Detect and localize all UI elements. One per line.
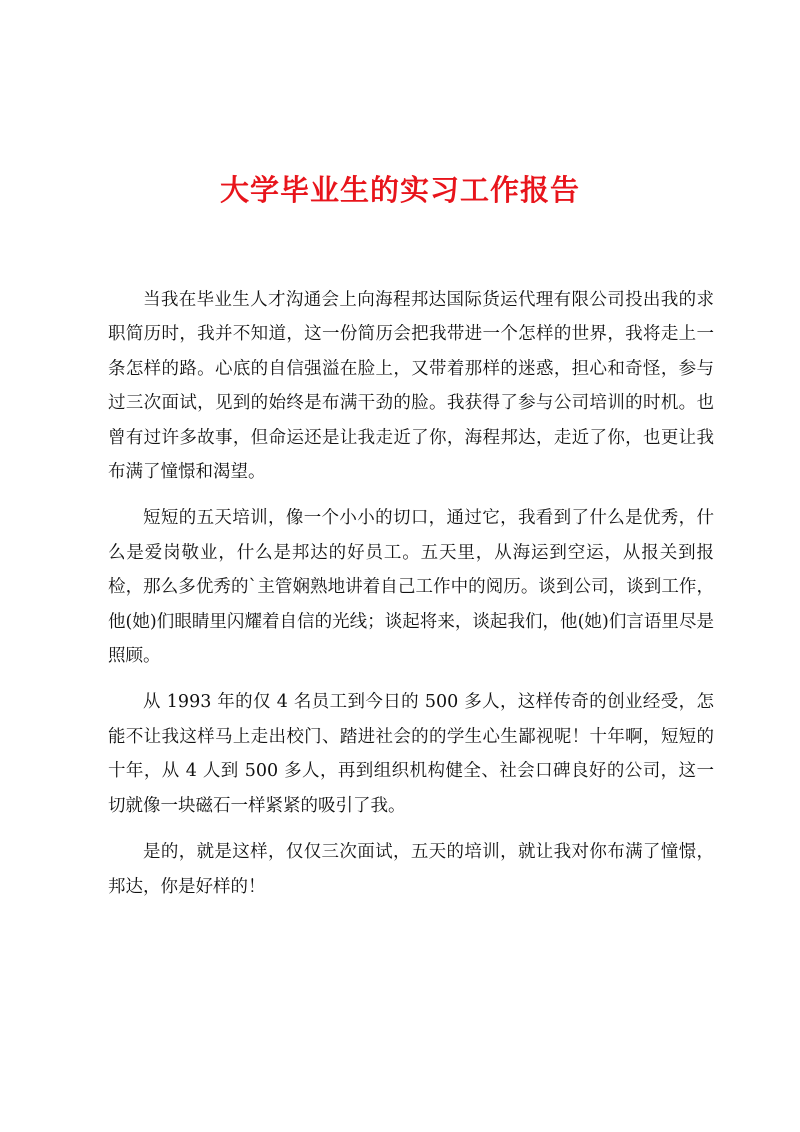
paragraph-2: 短短的五天培训，像一个小小的切口，通过它，我看到了什么是优秀，什么是爱岗敬业，什么是邦达的好员工。五天里，从海运到空运，从报关到报检，那么多优秀的`主管娴熟地讲着自己工作中的阅历。谈到公司，谈到工作，他(她)们眼睛里闪耀着自信的光线；谈起将来，谈起我们，他(她)们言语里尽是照顾。 bbox=[108, 508, 714, 667]
paragraph-4: 是的，就是这样，仅仅三次面试，五天的培训，就让我对你布满了憧憬，邦达，你是好样的！ bbox=[108, 842, 714, 897]
paragraph-1: 当我在毕业生人才沟通会上向海程邦达国际货运代理有限公司投出我的求职简历时，我并不知道，这一份简历会把我带进一个怎样的世界，我将走上一条怎样的路。心底的自信强溢在脸上，又带着那样的迷惑，担心和奇怪，参与过三次面试，见到的始终是布满干劲的脸。我获得了参与公司培训的时机。也曾有过许多故事，但命运还是让我走近了你，海程邦达，走近了你，也更让我布满了憧憬和渴望。 bbox=[108, 290, 714, 483]
document-title: 大学毕业生的实习工作报告 bbox=[219, 173, 580, 207]
paragraph-3: 从 1993 年的仅 4 名员工到今日的 500 多人，这样传奇的创业经受，怎能不让我这样马上走出校门、踏进社会的的学生心生鄙视呢！十年啊，短短的十年，从 4 人到 500 多人，再到组织机构健全、社会口碑良好的公司，这一切就像一块磁石一样紧紧的吸引了我。 bbox=[108, 692, 714, 816]
document-body bbox=[108, 283, 714, 904]
